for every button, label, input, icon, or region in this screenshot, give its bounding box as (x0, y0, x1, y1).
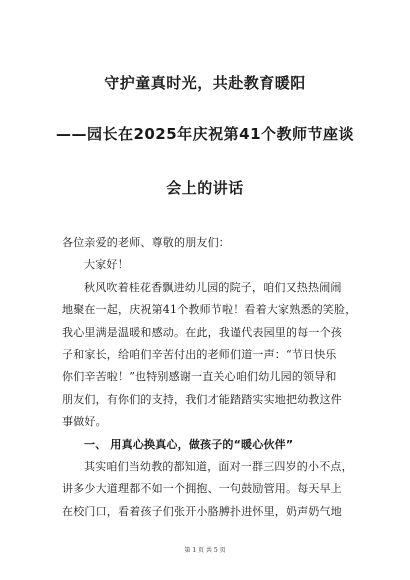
greeting-line: 各位亲爱的老师、尊敬的朋友们： (62, 236, 230, 249)
paragraph-1-line: 我心里满是温暖和感动。在此，我谨代表园里的每一个孩 (62, 325, 342, 339)
paragraph-2-line: 其实咱们当幼教的都知道，面对一群三四岁的小不点， (84, 459, 353, 473)
paragraph-1-line: 子和家长，给咱们辛苦付出的老师们道一声：“节日快乐 (62, 347, 337, 361)
paragraph-1-line: 地聚在一起，庆祝第41个教师节啦！看着大家熟悉的笑脸， (62, 303, 357, 317)
paragraph-1-line: 朋友们，有你们的支持，我们才能踏踏实实地把幼教这件 (62, 392, 342, 406)
hello-line: 大家好！ (84, 258, 129, 272)
document-subtitle-line-2: 会上的讲话 (166, 179, 244, 197)
page-number-footer: 第 1 页 共 5 页 (184, 547, 226, 554)
paragraph-2-line: 在校门口，看着孩子们张开小胳膊扑进怀里，奶声奶气地 (62, 504, 342, 518)
paragraph-1-line: 事做好。 (62, 415, 107, 429)
section-heading-1: 一、 用真心换真心，做孩子的“暖心伙伴” (84, 437, 294, 451)
paragraph-1-line: 你们辛苦啦！”也特别感谢一直关心咱们幼儿园的领导和 (62, 370, 337, 384)
paragraph-1-line: 秋风吹着桂花香飘进幼儿园的院子，咱们又热热闹闹 (84, 280, 342, 294)
paragraph-2-line: 讲多少大道理都不如一个拥抱、一句鼓励管用。每天早上 (62, 482, 342, 496)
document-subtitle-line-1: ——园长在2025年庆祝第41个教师节座谈 (55, 125, 355, 143)
document-title: 守护童真时光，共赴教育暖阳 (104, 74, 306, 92)
document-body (62, 232, 357, 523)
